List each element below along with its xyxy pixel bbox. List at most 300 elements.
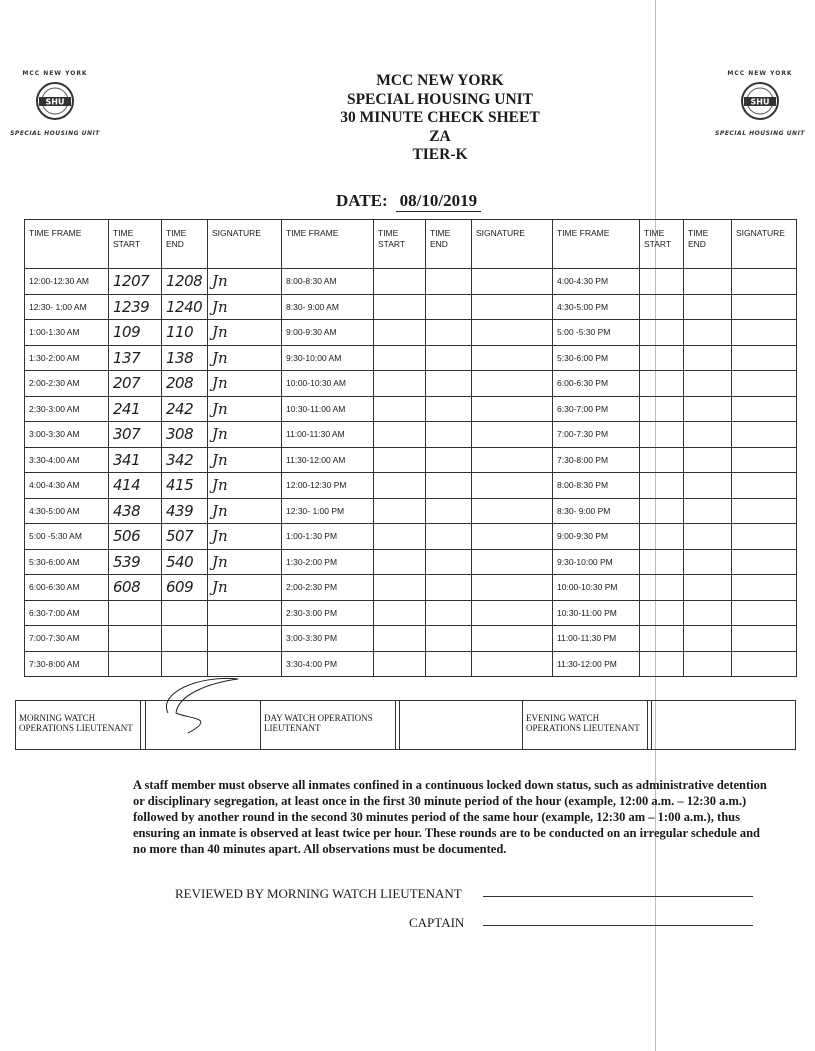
signature-cell [732, 422, 797, 448]
time-frame-cell [553, 371, 640, 397]
time-frame-cell [282, 447, 374, 473]
signature-cell [472, 498, 553, 524]
time-start-cell [374, 600, 426, 626]
time-start-cell [374, 549, 426, 575]
time-end-cell [426, 575, 472, 601]
signature-cell [472, 269, 553, 295]
time-frame-cell [282, 575, 374, 601]
time-frame-cell [25, 549, 109, 575]
table-row [25, 549, 797, 575]
time-end-value: 308 [166, 425, 194, 444]
time-frame-value: 1:00-1:30 PM [286, 531, 338, 542]
time-start-value: 137 [113, 348, 141, 367]
time-end-cell [426, 524, 472, 550]
time-frame-value: 11:00-11:30 PM [557, 633, 617, 644]
time-frame-value: 11:00-11:30 AM [286, 429, 345, 440]
time-start-cell [109, 320, 162, 346]
day-watch-signature [402, 701, 523, 749]
time-end-value: 439 [166, 501, 194, 520]
time-end-cell [426, 294, 472, 320]
time-frame-value: 9:30-10:00 PM [557, 556, 613, 567]
signature-cell [732, 269, 797, 295]
signature-cell [472, 600, 553, 626]
time-end-cell [426, 320, 472, 346]
time-frame-value: 7:30-8:00 PM [557, 454, 609, 465]
time-frame-value: 1:00-1:30 AM [29, 327, 80, 338]
signature-cell [208, 575, 282, 601]
logo-left-bottom-text: SPECIAL HOUSING UNIT [10, 130, 100, 137]
time-frame-value: 6:30-7:00 PM [557, 403, 609, 414]
time-start-value: 438 [113, 501, 141, 520]
time-frame-value: 6:00-6:30 AM [29, 582, 80, 593]
time-start-cell [640, 345, 684, 371]
time-frame-cell [25, 345, 109, 371]
time-frame-value: 5:00 -5:30 AM [29, 531, 82, 542]
signature-value: Jn [212, 272, 228, 291]
time-end-value: 110 [166, 323, 194, 342]
time-frame-value: 2:00-2:30 PM [286, 582, 338, 593]
time-end-cell [426, 396, 472, 422]
time-frame-value: 9:00-9:30 PM [557, 531, 609, 542]
time-end-cell [684, 320, 732, 346]
signature-cell [472, 294, 553, 320]
signature-cell [472, 626, 553, 652]
time-frame-value: 11:30-12:00 AM [286, 454, 346, 465]
time-start-cell [640, 473, 684, 499]
time-start-value: 207 [113, 374, 141, 393]
time-frame-cell [553, 294, 640, 320]
time-frame-cell [553, 345, 640, 371]
logo-left-top-text: MCC NEW YORK [22, 70, 88, 77]
time-end-cell [684, 600, 732, 626]
signature-cell [208, 626, 282, 652]
logo-right-seal-text: SHU [750, 97, 770, 107]
time-frame-cell [282, 371, 374, 397]
time-end-cell [684, 549, 732, 575]
time-start-cell [109, 396, 162, 422]
time-start-value: 307 [113, 425, 141, 444]
time-end-value: 507 [166, 527, 194, 546]
header-cell: TIME START [109, 220, 162, 269]
time-end-cell [684, 371, 732, 397]
logo-right-bottom-text: SPECIAL HOUSING UNIT [715, 130, 805, 137]
time-start-value: 506 [113, 527, 141, 546]
time-start-cell [374, 651, 426, 677]
table-row [25, 473, 797, 499]
time-frame-cell [553, 524, 640, 550]
time-frame-value: 3:30-4:00 AM [29, 454, 80, 465]
signature-cell [208, 269, 282, 295]
header-line-5: TIER-K [412, 146, 468, 163]
header-line-1: MCC NEW YORK [376, 72, 504, 89]
time-frame-value: 8:00-8:30 AM [286, 276, 337, 287]
time-frame-cell [25, 524, 109, 550]
time-frame-cell [25, 396, 109, 422]
time-frame-value: 9:00-9:30 AM [286, 327, 337, 338]
header-cell: SIGNATURE [208, 220, 282, 269]
signature-cell [472, 320, 553, 346]
signature-cell [208, 320, 282, 346]
time-start-cell [374, 269, 426, 295]
signature-cell [732, 396, 797, 422]
time-start-cell [640, 294, 684, 320]
time-end-cell [684, 396, 732, 422]
time-frame-value: 4:30-5:00 AM [29, 505, 80, 516]
table-row [25, 320, 797, 346]
time-frame-value: 10:00-10:30 AM [286, 378, 347, 389]
time-frame-value: 5:30-6:00 PM [557, 352, 609, 363]
time-end-cell [426, 422, 472, 448]
signature-cell [732, 320, 797, 346]
header-line-2: SPECIAL HOUSING UNIT [346, 90, 534, 108]
time-end-cell [162, 498, 208, 524]
time-frame-cell [282, 549, 374, 575]
signature-value: Jn [212, 552, 228, 571]
table-row [25, 422, 797, 448]
time-start-value: 414 [113, 476, 141, 495]
time-frame-value: 7:00-7:30 AM [29, 633, 80, 644]
time-frame-cell [25, 626, 109, 652]
time-frame-cell [282, 345, 374, 371]
table-row [25, 371, 797, 397]
check-log-table [24, 219, 797, 677]
time-start-cell [640, 549, 684, 575]
signature-cell [208, 396, 282, 422]
logo-left [5, 70, 105, 137]
time-frame-cell [553, 422, 640, 448]
time-frame-value: 8:00-8:30 PM [557, 480, 609, 491]
time-frame-cell [25, 447, 109, 473]
time-end-cell [684, 626, 732, 652]
date-value: 08/10/2019 [396, 191, 481, 212]
time-end-cell [162, 422, 208, 448]
signature-value: Jn [212, 399, 228, 418]
time-frame-value: 3:00-3:30 AM [29, 429, 80, 440]
time-frame-cell [282, 294, 374, 320]
time-frame-value: 3:00-3:30 PM [286, 633, 338, 644]
time-end-cell [684, 524, 732, 550]
time-start-cell [374, 320, 426, 346]
time-frame-value: 2:30-3:00 AM [29, 403, 80, 414]
table-row [25, 498, 797, 524]
time-end-cell [162, 294, 208, 320]
day-watch-box [395, 701, 400, 749]
time-frame-value: 8:30- 9:00 AM [286, 301, 339, 312]
time-frame-value: 6:00-6:30 PM [557, 378, 609, 389]
time-frame-cell [553, 575, 640, 601]
time-end-cell [162, 396, 208, 422]
time-frame-value: 9:30-10:00 AM [286, 352, 342, 363]
signature-cell [472, 651, 553, 677]
signature-cell [208, 600, 282, 626]
time-frame-cell [282, 473, 374, 499]
signature-cell [208, 371, 282, 397]
time-end-cell [426, 549, 472, 575]
time-start-cell [640, 651, 684, 677]
time-start-cell [374, 371, 426, 397]
table-row [25, 396, 797, 422]
time-end-cell [426, 447, 472, 473]
time-frame-cell [553, 549, 640, 575]
time-frame-value: 10:00-10:30 PM [557, 582, 618, 593]
evening-watch-box [647, 701, 652, 749]
time-frame-cell [282, 269, 374, 295]
time-end-cell [426, 473, 472, 499]
time-frame-value: 6:30-7:00 AM [29, 607, 80, 618]
time-frame-cell [25, 294, 109, 320]
time-start-cell [109, 269, 162, 295]
time-start-value: 1207 [113, 272, 150, 291]
header-line-4: ZA [429, 127, 451, 145]
signature-value: Jn [212, 450, 228, 469]
signature-cell [208, 549, 282, 575]
time-start-value: 241 [113, 399, 141, 418]
signature-cell [472, 524, 553, 550]
time-frame-cell [25, 575, 109, 601]
table-row [25, 651, 797, 677]
time-end-cell [684, 651, 732, 677]
date-label: DATE: [336, 191, 388, 210]
time-frame-cell [553, 396, 640, 422]
logo-right-top-text: MCC NEW YORK [727, 70, 793, 77]
header-cell: TIME END [684, 220, 732, 269]
time-start-cell [640, 498, 684, 524]
time-frame-value: 4:30-5:00 PM [557, 301, 609, 312]
time-end-value: 1240 [166, 297, 203, 316]
time-end-cell [162, 473, 208, 499]
logo-left-seal-text: SHU [45, 97, 65, 107]
time-frame-value: 1:30-2:00 PM [286, 556, 338, 567]
time-end-cell [162, 320, 208, 346]
time-start-value: 109 [113, 323, 141, 342]
time-frame-cell [282, 320, 374, 346]
time-frame-cell [25, 600, 109, 626]
signature-cell [208, 524, 282, 550]
header-cell: TIME FRAME [25, 220, 109, 269]
table-row [25, 345, 797, 371]
signature-cell [472, 396, 553, 422]
signature-cell [732, 575, 797, 601]
time-start-cell [109, 600, 162, 626]
scribble-signature-icon [148, 673, 260, 721]
time-end-cell [684, 575, 732, 601]
time-end-cell [684, 345, 732, 371]
time-end-cell [162, 575, 208, 601]
time-end-cell [426, 371, 472, 397]
time-frame-value: 10:30-11:00 PM [557, 607, 617, 618]
time-frame-cell [282, 498, 374, 524]
time-frame-cell [282, 422, 374, 448]
watch-signature-strip [15, 700, 796, 750]
signature-value: Jn [212, 578, 228, 597]
time-frame-cell [282, 651, 374, 677]
signature-cell [732, 651, 797, 677]
logo-right [710, 70, 810, 137]
time-start-cell [109, 345, 162, 371]
time-frame-cell [282, 524, 374, 550]
time-end-cell [684, 269, 732, 295]
time-end-cell [162, 447, 208, 473]
time-end-cell [426, 269, 472, 295]
table-row [25, 626, 797, 652]
time-start-cell [374, 447, 426, 473]
signature-cell [472, 371, 553, 397]
signature-cell [732, 473, 797, 499]
time-frame-cell [25, 498, 109, 524]
time-end-cell [162, 600, 208, 626]
time-start-cell [640, 371, 684, 397]
signature-cell [732, 294, 797, 320]
header-cell: TIME FRAME [553, 220, 640, 269]
signature-value: Jn [212, 297, 228, 316]
time-end-value: 138 [166, 348, 194, 367]
time-end-cell [162, 626, 208, 652]
time-end-value: 242 [166, 399, 194, 418]
signature-cell [732, 600, 797, 626]
time-frame-value: 5:30-6:00 AM [29, 556, 80, 567]
header-cell: TIME END [426, 220, 472, 269]
morning-watch-label: MORNING WATCH OPERATIONS LIEUTENANT [19, 713, 133, 733]
time-frame-cell [553, 600, 640, 626]
time-frame-value: 12:00-12:30 PM [286, 480, 347, 491]
signature-cell [208, 447, 282, 473]
time-start-cell [640, 320, 684, 346]
time-end-cell [426, 651, 472, 677]
time-end-cell [426, 345, 472, 371]
table-row [25, 524, 797, 550]
time-end-cell [162, 269, 208, 295]
time-frame-value: 2:00-2:30 AM [29, 378, 80, 389]
time-frame-value: 8:30- 9:00 PM [557, 505, 611, 516]
table-body [25, 269, 797, 677]
signature-cell [208, 345, 282, 371]
time-frame-value: 10:30-11:00 AM [286, 403, 346, 414]
time-frame-cell [25, 371, 109, 397]
time-start-cell [109, 294, 162, 320]
signature-value: Jn [212, 476, 228, 495]
time-frame-value: 4:00-4:30 PM [557, 276, 609, 287]
time-start-cell [374, 626, 426, 652]
time-start-cell [374, 294, 426, 320]
time-start-cell [109, 626, 162, 652]
time-end-cell [684, 447, 732, 473]
time-start-value: 608 [113, 578, 141, 597]
table-header-row [25, 220, 797, 269]
time-end-cell [162, 524, 208, 550]
header-line-3: 30 MINUTE CHECK SHEET [340, 109, 540, 126]
time-frame-cell [25, 320, 109, 346]
signature-cell [732, 524, 797, 550]
time-start-cell [374, 498, 426, 524]
signature-value: Jn [212, 323, 228, 342]
time-frame-cell [25, 651, 109, 677]
time-start-cell [109, 524, 162, 550]
time-frame-value: 3:30-4:00 PM [286, 658, 338, 669]
evening-watch-label: EVENING WATCH OPERATIONS LIEUTENANT [526, 713, 640, 733]
table-row [25, 294, 797, 320]
policy-note: A staff member must observe all inmates confined in a continuous locked down status, such as administrative detention or disciplinary segregation, at least once in the first 30 minute period of the hour (example, 12:00 a.m. – 12:30 a.m.) followed by another round in the second 30 minutes period of the same hour (example, 12:30 am – 1:00 a.m.), thus ensuring an inmate is observed at least twice per hour. These rounds are to be conducted on an irregular schedule and no more than 40 minutes apart. All observations must be documented. [133, 778, 767, 856]
time-frame-value: 11:30-12:00 PM [557, 658, 617, 669]
time-start-cell [640, 524, 684, 550]
header-cell: TIME START [640, 220, 684, 269]
signature-value: Jn [212, 425, 228, 444]
signature-value: Jn [212, 348, 228, 367]
signature-cell [732, 498, 797, 524]
signature-cell [472, 422, 553, 448]
signature-value: Jn [212, 501, 228, 520]
signature-cell [732, 345, 797, 371]
time-frame-cell [553, 269, 640, 295]
time-end-value: 415 [166, 476, 194, 495]
time-end-cell [426, 498, 472, 524]
time-end-value: 342 [166, 450, 194, 469]
morning-watch-box [140, 701, 146, 749]
time-start-cell [640, 600, 684, 626]
time-frame-cell [553, 626, 640, 652]
time-frame-cell [282, 600, 374, 626]
time-start-cell [374, 575, 426, 601]
time-frame-cell [25, 269, 109, 295]
time-start-cell [640, 269, 684, 295]
day-watch-label: DAY WATCH OPERATIONS LIEUTENANT [264, 713, 373, 733]
signature-cell [472, 549, 553, 575]
signature-cell [732, 549, 797, 575]
time-end-value: 208 [166, 374, 194, 393]
header-cell: SIGNATURE [472, 220, 553, 269]
time-frame-cell [553, 320, 640, 346]
signature-cell [732, 626, 797, 652]
time-start-cell [109, 498, 162, 524]
time-frame-value: 12:30- 1:00 PM [286, 505, 345, 516]
time-start-cell [109, 549, 162, 575]
signature-cell [472, 447, 553, 473]
time-frame-value: 2:30-3:00 PM [286, 607, 338, 618]
signature-cell [472, 473, 553, 499]
time-start-cell [640, 447, 684, 473]
signature-cell [732, 371, 797, 397]
table-row [25, 575, 797, 601]
time-start-value: 539 [113, 552, 141, 571]
document-header [290, 72, 590, 165]
table-row [25, 447, 797, 473]
time-frame-value: 12:00-12:30 AM [29, 276, 90, 287]
signature-cell [208, 473, 282, 499]
time-start-value: 341 [113, 450, 141, 469]
time-frame-cell [553, 447, 640, 473]
signature-cell [208, 498, 282, 524]
time-frame-value: 5:00 -5:30 PM [557, 327, 611, 338]
signature-value: Jn [212, 374, 228, 393]
time-start-value: 1239 [113, 297, 150, 316]
time-frame-cell [553, 651, 640, 677]
time-start-cell [109, 447, 162, 473]
time-end-value: 1208 [166, 272, 203, 291]
shu-seal-icon [35, 81, 75, 121]
time-frame-value: 12:30- 1:00 AM [29, 301, 87, 312]
time-start-cell [640, 422, 684, 448]
table-row [25, 600, 797, 626]
header-cell: SIGNATURE [732, 220, 797, 269]
time-end-cell [426, 600, 472, 626]
time-frame-value: 7:00-7:30 PM [557, 429, 609, 440]
time-start-cell [374, 396, 426, 422]
time-start-cell [640, 626, 684, 652]
time-start-cell [374, 422, 426, 448]
signature-cell [208, 422, 282, 448]
time-end-cell [162, 345, 208, 371]
reviewed-signature-line [483, 896, 753, 897]
captain-signature-line [483, 925, 753, 926]
